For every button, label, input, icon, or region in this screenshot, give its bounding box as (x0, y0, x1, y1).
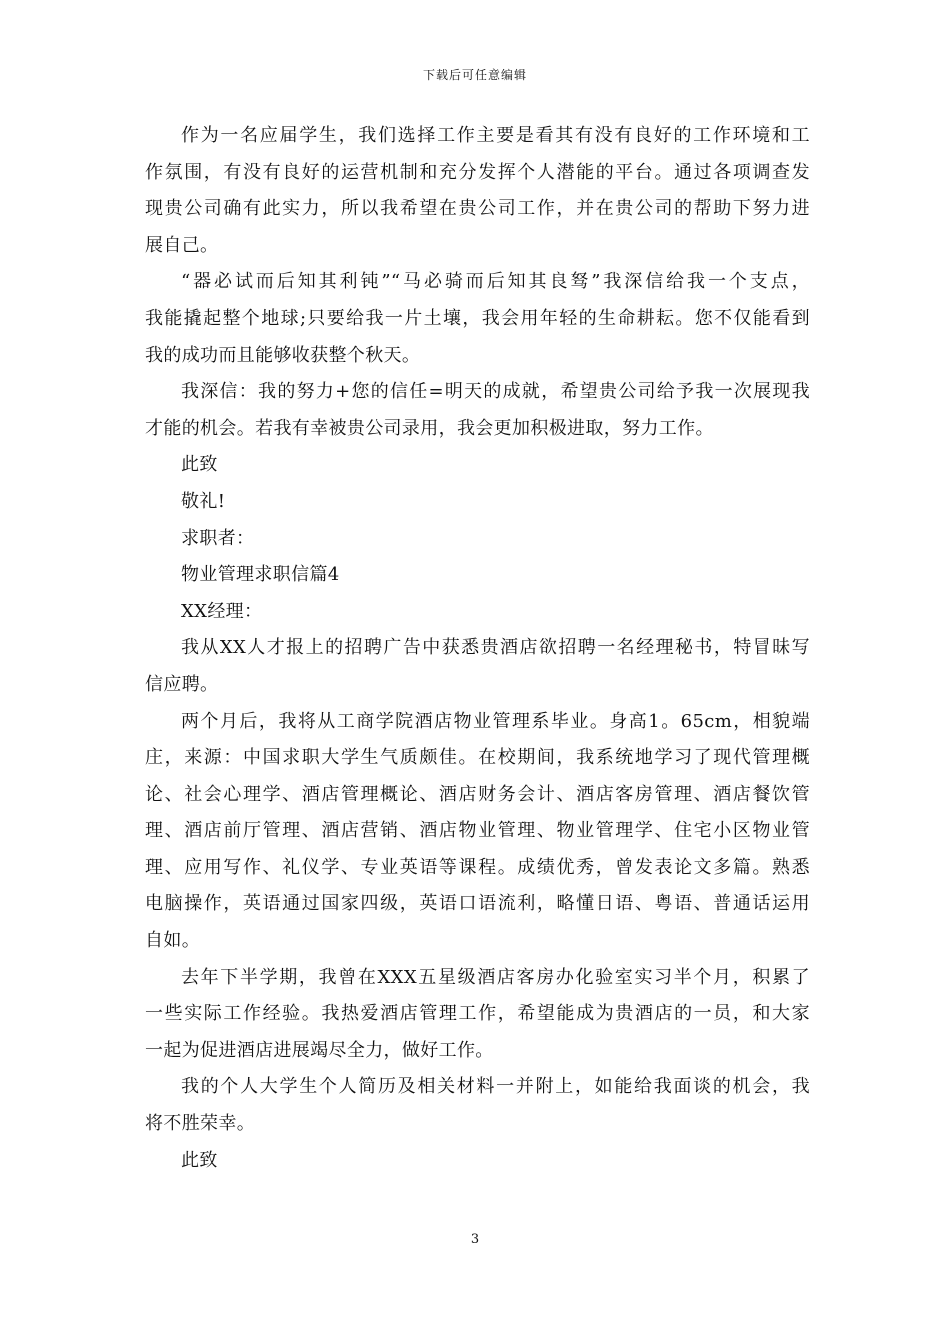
text-line: 我从XX人才报上的招聘广告中获悉贵酒店欲招聘一名经理秘书，特冒昧写 (181, 637, 810, 659)
text-line: 一起为促进酒店进展竭尽全力，做好工作。 (145, 1039, 494, 1061)
text-line: 展自己。 (145, 234, 219, 256)
text-line: 我的成功而且能够收获整个秋天。 (145, 344, 421, 366)
page-header: 下载后可任意编辑 (422, 68, 527, 82)
text-line: 物业管理求职信篇4 (181, 564, 340, 586)
text-line: XX经理： (181, 600, 263, 622)
text-line: 将不胜荣幸。 (145, 1113, 256, 1135)
text-line: 才能的机会。若我有幸被贵公司录用，我会更加积极进取，努力工作。 (145, 417, 714, 439)
text-line: 电脑操作，英语通过国家四级，英语口语流利，略懂日语、粤语、普通话运用 (145, 893, 810, 915)
text-line: 敬礼! (181, 490, 226, 512)
text-line: 自如。 (145, 930, 201, 952)
text-line: 此致 (181, 454, 218, 476)
text-line: 作氛围，有没有良好的运营机制和充分发挥个人潜能的平台。通过各项调查发 (145, 161, 810, 183)
text-line: 作为一名应届学生，我们选择工作主要是看其有没有良好的工作环境和工 (181, 125, 810, 146)
text-line: 此致 (181, 1149, 218, 1171)
text-line: “器必试而后知其利钝”“马必骑而后知其良驽”我深信给我一个支点， (181, 271, 810, 293)
text-line: 求职者： (181, 527, 255, 549)
text-line: 理、应用写作、礼仪学、专业英语等课程。成绩优秀，曾发表论文多篇。熟悉 (145, 856, 810, 878)
text-line: 我深信：我的努力+您的信任=明天的成就，希望贵公司给予我一次展现我 (181, 381, 810, 403)
text-line: 我的个人大学生个人简历及相关材料一并附上，如能给我面谈的机会，我 (181, 1076, 810, 1098)
text-line: 去年下半学期，我曾在XXX五星级酒店客房办化验室实习半个月，积累了 (181, 966, 810, 988)
text-line: 两个月后，我将从工商学院酒店物业管理系毕业。身高1。65cm，相貌端 (181, 710, 810, 732)
text-line: 庄，来源：中国求职大学生气质颇佳。在校期间，我系统地学习了现代管理概 (145, 747, 810, 769)
text-line: 现贵公司确有此实力，所以我希望在贵公司工作，并在贵公司的帮助下努力进 (145, 198, 810, 220)
page-number: 3 (470, 1232, 480, 1247)
document-body (145, 118, 810, 1179)
text-line: 信应聘。 (145, 673, 219, 695)
text-line: 我能撬起整个地球;只要给我一片土壤，我会用年轻的生命耕耘。您不仅能看到 (145, 307, 810, 329)
text-line: 理、酒店前厅管理、酒店营销、酒店物业管理、物业管理学、住宅小区物业管 (145, 820, 810, 842)
text-line: 一些实际工作经验。我热爱酒店管理工作，希望能成为贵酒店的一员，和大家 (145, 1003, 810, 1025)
text-line: 论、社会心理学、酒店管理概论、酒店财务会计、酒店客房管理、酒店餐饮管 (145, 783, 810, 805)
